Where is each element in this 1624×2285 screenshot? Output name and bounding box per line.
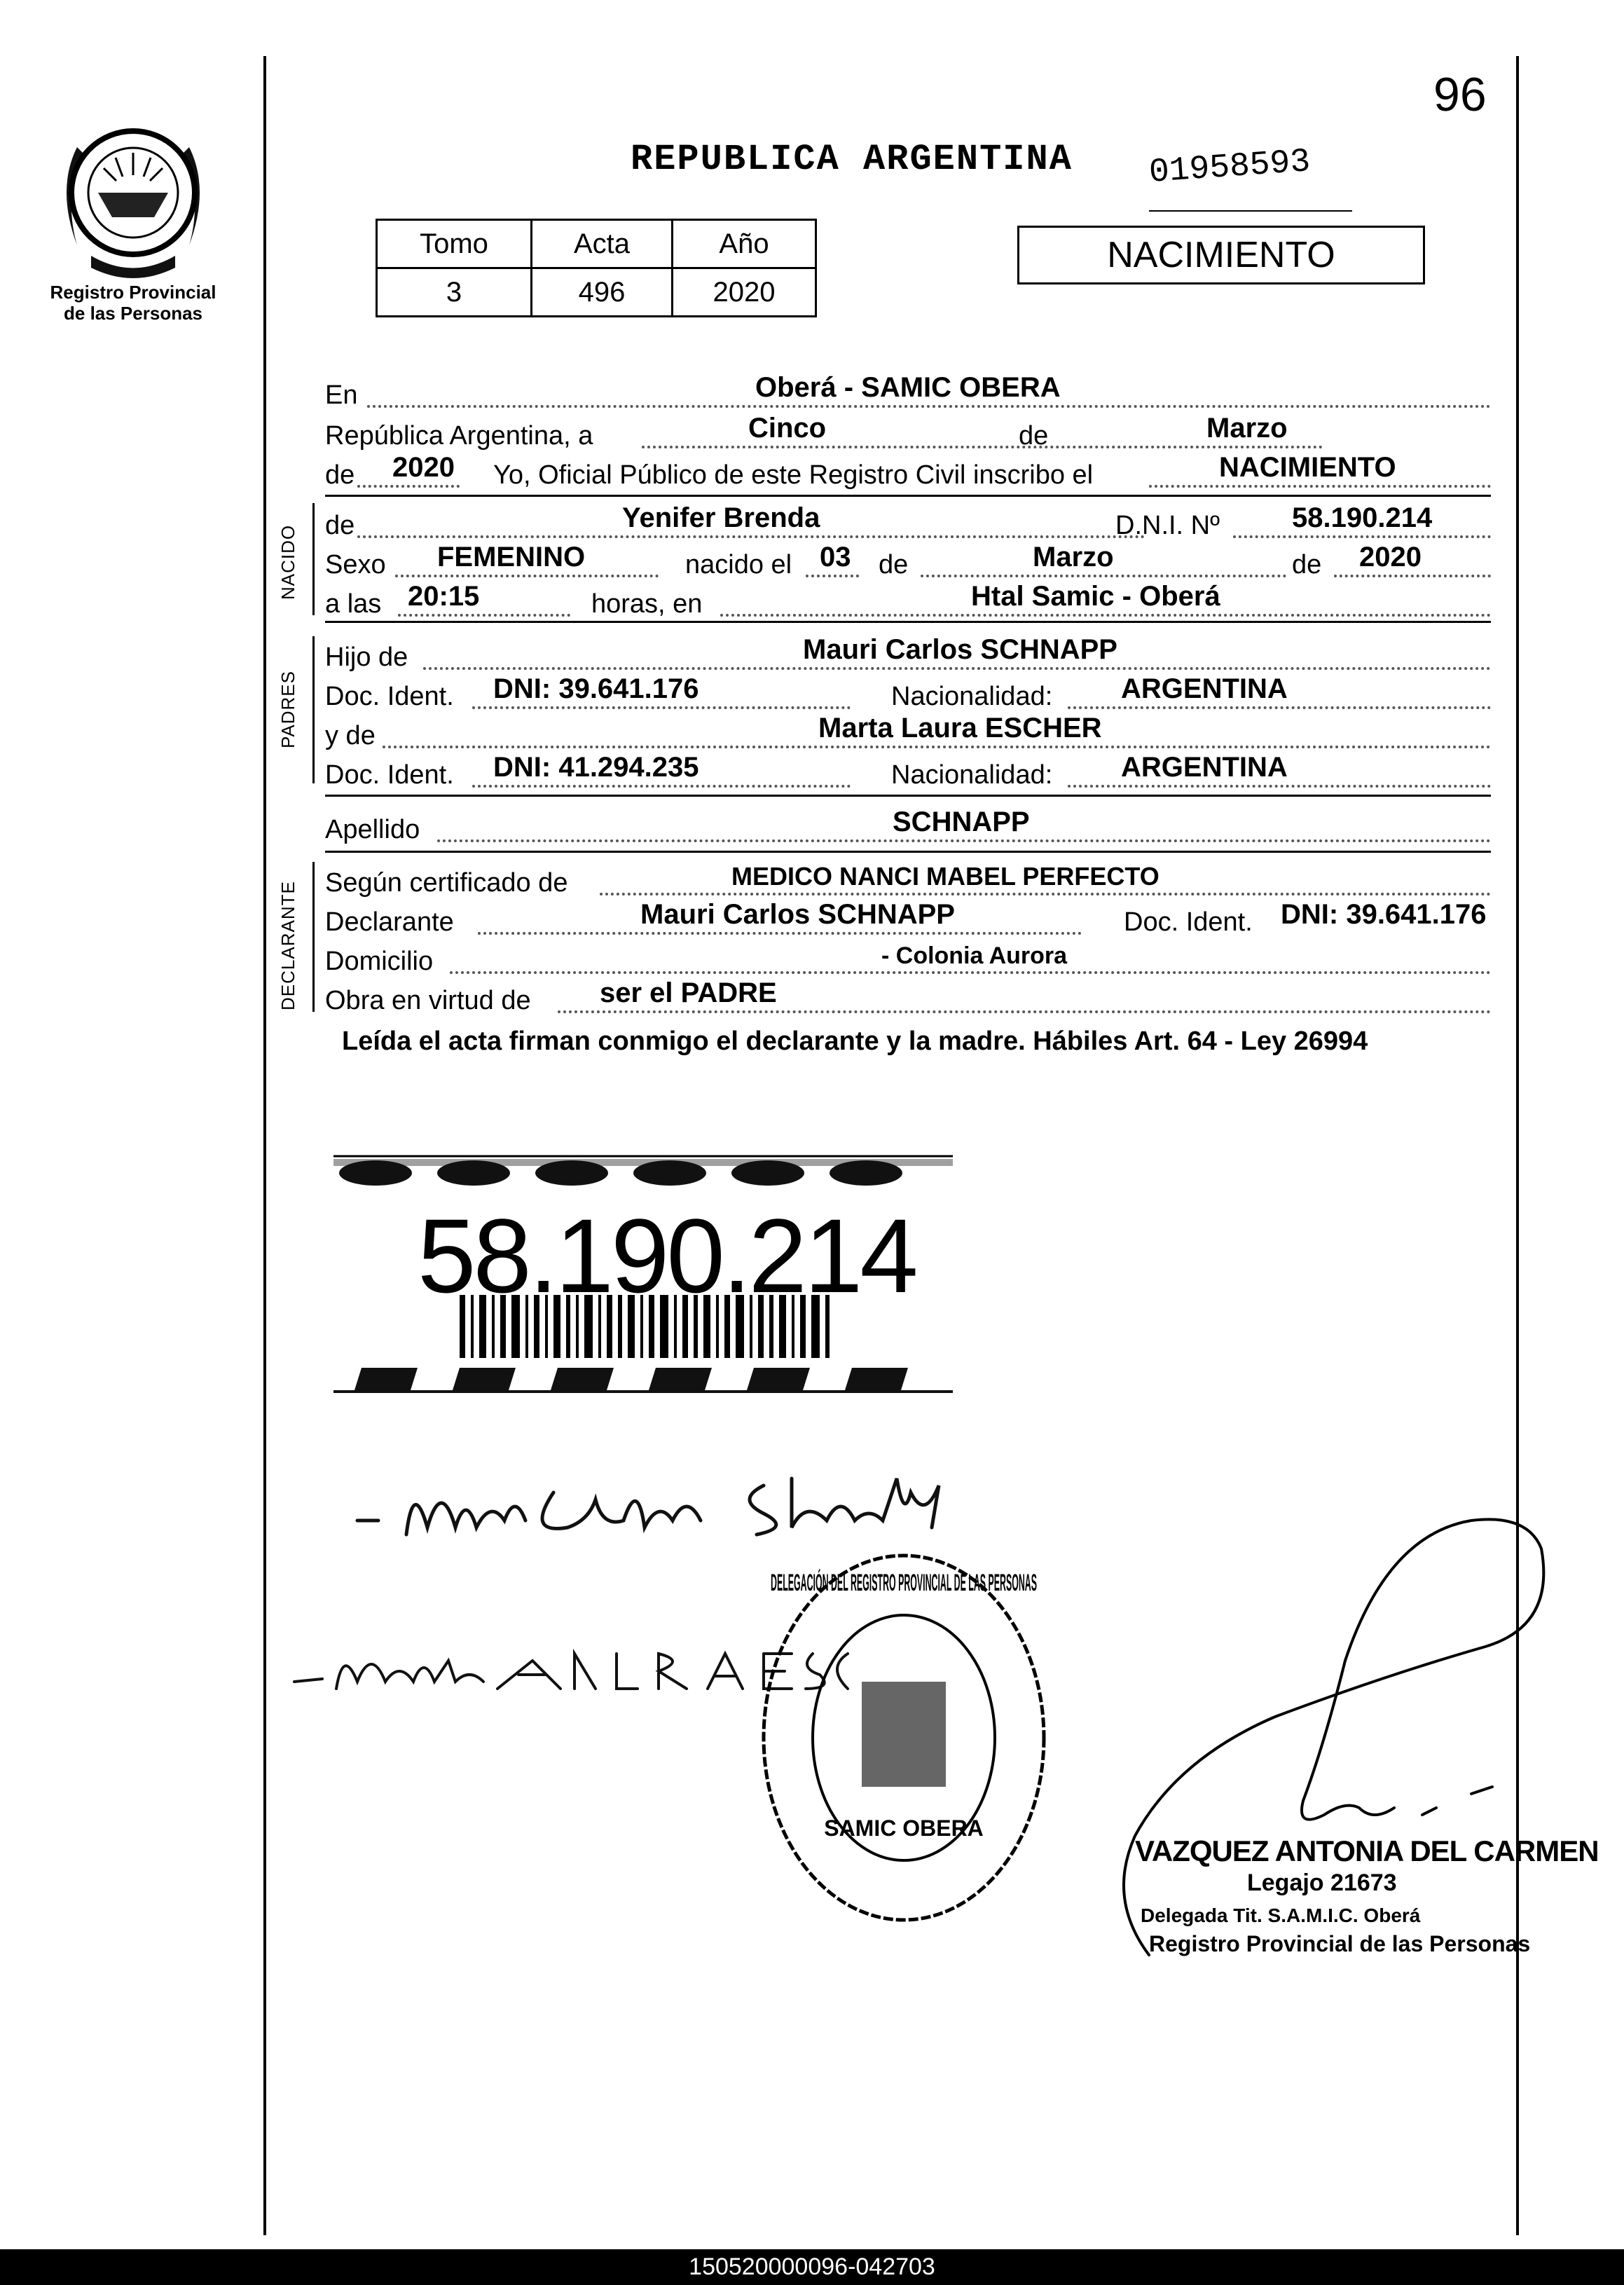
official-legajo: Legajo 21673 (1247, 1869, 1397, 1896)
padres-bracket (312, 636, 315, 783)
label-horas-en: horas, en (591, 589, 703, 619)
label-doc-ident: Doc. Ident. (325, 760, 454, 790)
value-obra: ser el PADRE (600, 977, 777, 1008)
label-hijo-de: Hijo de (325, 643, 408, 672)
dotted-line (472, 785, 851, 788)
value-nacido-mes: Marzo (1033, 542, 1114, 572)
footer-code: 150520000096-042703 (0, 2249, 1624, 2285)
label-dni: D.N.I. Nº (1115, 511, 1220, 540)
form-row-domicilio (325, 938, 1491, 977)
book-reference-table (376, 219, 817, 317)
table-row (377, 220, 816, 268)
form-row-inscripcion (325, 451, 1491, 490)
value-nombre: Yenifer Brenda (622, 502, 820, 533)
value-padre-doc: DNI: 39.641.176 (493, 673, 699, 704)
section-label-padres: PADRES (277, 671, 298, 748)
value-madre-doc: DNI: 41.294.235 (493, 752, 699, 783)
form-row-padre (325, 633, 1491, 673)
label-a-las: a las (325, 589, 382, 619)
header-anio: Año (673, 220, 816, 268)
label-y-de: y de (325, 721, 376, 750)
value-padre: Mauri Carlos SCHNAPP (803, 634, 1117, 665)
dotted-line (1068, 785, 1491, 788)
label-oficial: Yo, Oficial Público de este Registro Civil inscribo el (493, 460, 1094, 490)
stamp-pattern-top (333, 1159, 953, 1186)
dotted-line (450, 971, 1491, 974)
label-certificado: Según certificado de (325, 868, 568, 898)
value-mes: Marzo (1206, 413, 1288, 444)
value-lugar-nacimiento: Htal Samic - Oberá (971, 581, 1220, 612)
value-apellido: SCHNAPP (893, 807, 1030, 837)
label-declarante: Declarante (325, 907, 454, 937)
label-doc-ident: Doc. Ident. (325, 682, 454, 711)
label-republica: República Argentina, a (325, 421, 593, 451)
province-seal-icon (49, 105, 217, 287)
form-row-en (325, 371, 1491, 411)
dotted-line (437, 839, 1491, 842)
value-hora: 20:15 (408, 581, 480, 612)
label-de: de (1292, 550, 1322, 579)
value-lugar-inscripcion: Oberá - SAMIC OBERA (755, 372, 1061, 403)
section-divider (325, 851, 1491, 853)
serial-number: 01958593 (1148, 143, 1312, 192)
declarante-signature-icon (343, 1450, 974, 1556)
left-margin-rule (263, 56, 266, 2235)
official-title: Delegada Tit. S.A.M.I.C. Oberá (1141, 1905, 1421, 1926)
value-dia: Cinco (748, 413, 827, 444)
value-acta: 496 (532, 268, 673, 317)
value-anio: 2020 (392, 452, 455, 483)
dotted-line (357, 485, 460, 488)
value-padre-nacionalidad: ARGENTINA (1121, 673, 1288, 704)
official-registry-stamp (757, 1549, 1051, 1927)
dotted-line (600, 893, 1491, 896)
form-row-madre (325, 712, 1491, 751)
value-certificado: MEDICO NANCI MABEL PERFECTO (731, 862, 1159, 891)
label-nacido-el: nacido el (685, 550, 792, 579)
nacido-bracket (312, 503, 315, 615)
dotted-line (806, 575, 859, 577)
form-row-fecha (325, 412, 1491, 451)
form-row-sexo (325, 541, 1491, 580)
dotted-line (921, 575, 1286, 577)
label-domicilio: Domicilio (325, 947, 434, 976)
dotted-line (395, 575, 659, 577)
dni-stamp-number: 58.190.214 (418, 1197, 916, 1315)
declarante-bracket (312, 862, 315, 1012)
section-label-nacido: NACIDO (277, 524, 298, 600)
dotted-line (423, 667, 1491, 670)
form-row-hora (325, 580, 1491, 619)
dotted-line (398, 614, 570, 617)
section-divider (325, 621, 1491, 623)
label-doc-ident: Doc. Ident. (1124, 907, 1253, 937)
document-type-box: NACIMIENTO (1017, 226, 1425, 284)
form-row-declarante (325, 898, 1491, 938)
section-label-declarante: DECLARANTE (277, 881, 298, 1010)
label-obra: Obra en virtud de (325, 986, 531, 1015)
dotted-line (558, 1010, 1491, 1013)
stamp-ring-text: DELEGACIÓN DEL REGISTRO PROVINCIAL DE LAS PERSONAS (771, 1570, 1037, 1596)
label-apellido: Apellido (325, 815, 420, 844)
value-tomo: 3 (377, 268, 532, 317)
section-divider (325, 795, 1491, 797)
label-en: En (325, 380, 358, 410)
value-dni: 58.190.214 (1292, 502, 1433, 533)
header-acta: Acta (532, 220, 673, 268)
dotted-line (720, 614, 1491, 617)
dotted-line (478, 932, 1082, 935)
dotted-line (1334, 575, 1491, 577)
dotted-line (1149, 485, 1491, 488)
value-anio: 2020 (673, 268, 816, 317)
dotted-line (1068, 706, 1491, 709)
table-row (377, 268, 816, 317)
official-registry: Registro Provincial de las Personas (1149, 1931, 1531, 1956)
value-declarante: Mauri Carlos SCHNAPP (640, 899, 955, 930)
label-de: de (1019, 421, 1049, 451)
dotted-line (642, 446, 1323, 448)
value-inscribe: NACIMIENTO (1219, 452, 1396, 483)
value-domicilio: - Colonia Aurora (881, 942, 1068, 969)
form-row-padre-doc (325, 673, 1491, 712)
dotted-line (357, 535, 1145, 538)
dotted-line (472, 706, 851, 709)
page-number: 96 (1433, 68, 1487, 121)
legal-note: Leída el acta firman conmigo el declarante y la madre. Hábiles Art. 64 - Ley 26994 (342, 1027, 1368, 1056)
official-signature-icon (1093, 1507, 1583, 1969)
form-row-nombre (325, 502, 1491, 541)
stamp-pattern-bottom (333, 1368, 953, 1393)
dotted-line (1233, 535, 1491, 538)
label-de: de (879, 550, 909, 579)
value-sexo: FEMENINO (437, 542, 586, 572)
form-row-obra (325, 977, 1491, 1016)
document-title: REPUBLICA ARGENTINA (631, 139, 1073, 180)
form-row-madre-doc (325, 751, 1491, 790)
form-row-certificado (325, 859, 1491, 898)
dotted-line (383, 746, 1491, 748)
registry-label: Registro Provincial de las Personas (50, 282, 216, 324)
section-divider (325, 495, 1491, 497)
label-nacionalidad: Nacionalidad: (891, 682, 1053, 711)
value-nacido-dia: 03 (820, 542, 851, 572)
dotted-line (367, 405, 1491, 408)
official-name: VAZQUEZ ANTONIA DEL CARMEN (1135, 1834, 1599, 1867)
header-tomo: Tomo (377, 220, 532, 268)
value-madre: Marta Laura ESCHER (818, 713, 1102, 743)
value-madre-nacionalidad: ARGENTINA (1121, 752, 1288, 783)
stamp-center-text: SAMIC OBERA (824, 1816, 984, 1841)
serial-underline (1149, 210, 1352, 212)
label-nacionalidad: Nacionalidad: (891, 760, 1053, 790)
form-row-apellido (325, 806, 1491, 845)
value-nacido-anio: 2020 (1359, 542, 1422, 572)
label-sexo: Sexo (325, 550, 386, 579)
label-de: de (325, 460, 355, 490)
value-declarante-doc: DNI: 39.641.176 (1281, 899, 1487, 930)
label-de: de (325, 511, 355, 540)
